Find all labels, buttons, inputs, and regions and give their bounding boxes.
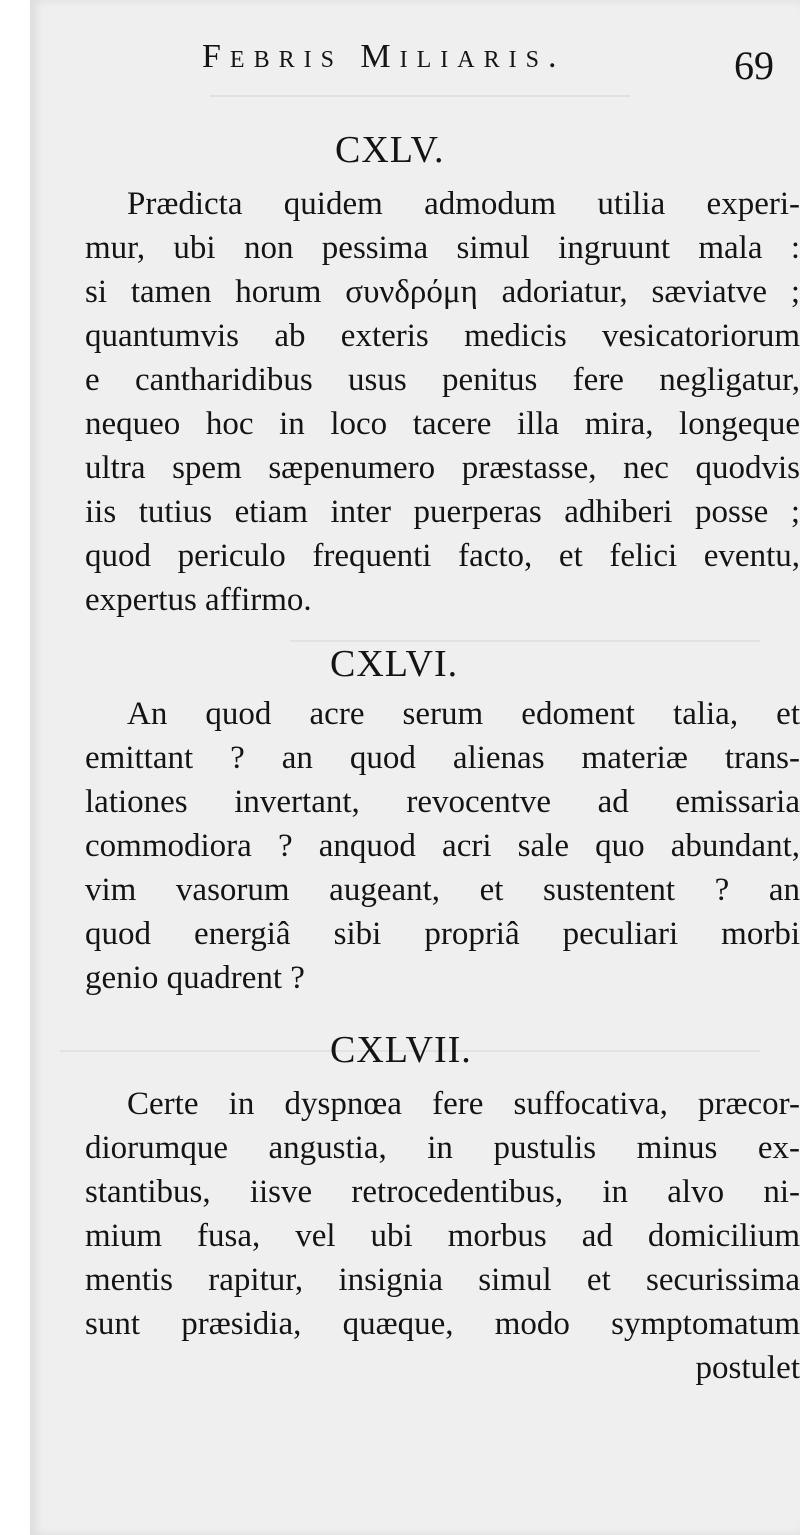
text-line: quod periculo frequenti facto, et felici eventu, bbox=[85, 538, 800, 574]
text-line: stantibus, iisve retrocedentibus, in alvo ni- bbox=[85, 1174, 800, 1210]
section-heading: CXLVII. bbox=[330, 1029, 472, 1071]
text-line: mentis rapitur, insignia simul et securissima bbox=[85, 1262, 800, 1298]
text-line: sunt præsidia, quæque, modo symptomatum bbox=[85, 1306, 800, 1342]
text-line: lationes invertant, revocentve ad emissaria bbox=[85, 784, 800, 820]
text-line: expertus affirmo. bbox=[85, 582, 312, 618]
running-title: Febris Miliaris. bbox=[202, 38, 566, 75]
text-line: e cantharidibus usus penitus fere negligatur, bbox=[85, 362, 800, 398]
text-line: iis tutius etiam inter puerperas adhiberi posse ; bbox=[85, 494, 800, 530]
page-header bbox=[202, 34, 800, 94]
section-paragraph bbox=[85, 1082, 800, 1390]
text-line: quantumvis ab exteris medicis vesicatoriorum bbox=[85, 318, 800, 354]
section-heading: CXLV. bbox=[335, 129, 445, 171]
text-line: vim vasorum augeant, et sustentent ? an bbox=[85, 872, 800, 908]
page-number: 69 bbox=[734, 43, 774, 88]
text-line: Certe in dyspnœa fere suffocativa, præcor- bbox=[127, 1086, 800, 1122]
book-page bbox=[30, 0, 800, 1535]
text-line: mium fusa, vel ubi morbus ad domicilium bbox=[85, 1218, 800, 1254]
catchword: postulet bbox=[695, 1350, 800, 1386]
text-line: Prædicta quidem admodum utilia experi- bbox=[127, 186, 800, 222]
text-line: si tamen horum συνδρόμη adoriatur, sæviatve ; bbox=[85, 274, 800, 310]
section-paragraph bbox=[85, 692, 800, 1000]
text-line: mur, ubi non pessima simul ingruunt mala : bbox=[85, 230, 800, 266]
text-line: ultra spem sæpenumero præstasse, nec quodvis bbox=[85, 450, 800, 486]
text-line: emittant ? an quod alienas materiæ trans- bbox=[85, 740, 800, 776]
text-line: diorumque angustia, in pustulis minus ex- bbox=[85, 1130, 800, 1166]
text-line: nequeo hoc in loco tacere illa mira, longeque bbox=[85, 406, 800, 442]
section-heading: CXLVI. bbox=[330, 643, 459, 685]
text-line: commodiora ? anquod acri sale quo abundant, bbox=[85, 828, 800, 864]
bleed-through-mark bbox=[210, 95, 630, 127]
section-paragraph bbox=[85, 182, 800, 622]
text-line: An quod acre serum edoment talia, et bbox=[127, 696, 800, 732]
text-line: genio quadrent ? bbox=[85, 960, 305, 996]
text-line: quod energiâ sibi propriâ peculiari morbi bbox=[85, 916, 800, 952]
